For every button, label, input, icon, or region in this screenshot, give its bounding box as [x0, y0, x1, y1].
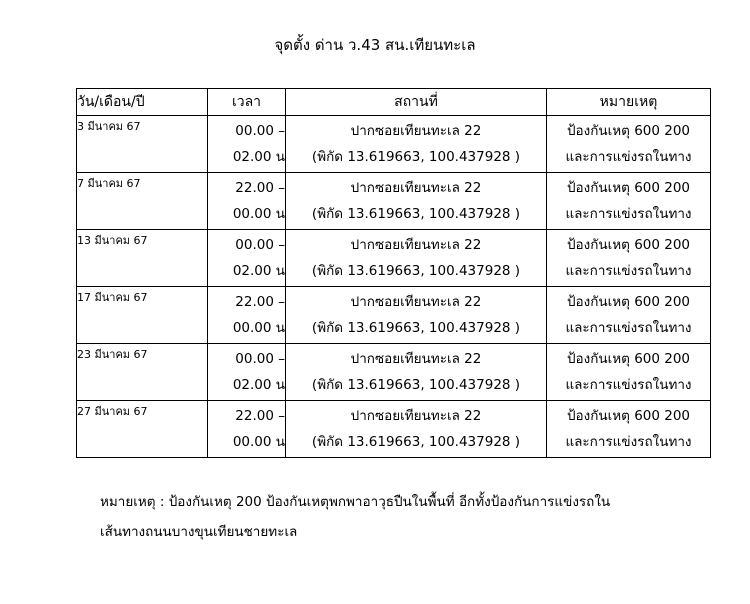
time-start: 00.00 – — [235, 237, 285, 253]
place-coordinates: (พิกัด 13.619663, 100.437928 ) — [311, 206, 521, 222]
remark-line-1: หมายเหตุ : ป้องกันเหตุ 200 ป้องกันเหตุพกพาอาวุธปืนในพื้นที่ อีกทั้งป้องกันการแข่งรถใน — [100, 494, 611, 510]
header-place: สถานที่ — [286, 89, 547, 116]
place-name: ปากซอยเทียนทะเล 22 — [350, 408, 482, 424]
note-cell — [547, 344, 711, 401]
time-cell — [208, 401, 286, 458]
table-row — [77, 116, 711, 173]
header-note: หมายเหตุ — [547, 89, 711, 116]
date-text: 27 มีนาคม 67 — [77, 405, 148, 418]
place-cell — [286, 230, 547, 287]
table-row — [77, 401, 711, 458]
place-name: ปากซอยเทียนทะเล 22 — [350, 237, 482, 253]
table-row — [77, 344, 711, 401]
table-header-row — [77, 89, 711, 116]
place-coordinates: (พิกัด 13.619663, 100.437928 ) — [311, 263, 521, 279]
note-line-1: ป้องกันเหตุ 600 200 — [566, 294, 691, 310]
place-name: ปากซอยเทียนทะเล 22 — [350, 180, 482, 196]
date-cell — [77, 401, 208, 458]
place-name: ปากซอยเทียนทะเล 22 — [350, 351, 482, 367]
note-cell — [547, 173, 711, 230]
note-line-1: ป้องกันเหตุ 600 200 — [566, 180, 691, 196]
note-line-2: และการแข่งรถในทาง — [565, 434, 692, 450]
time-end: 00.00 น — [232, 320, 285, 336]
time-start: 22.00 – — [235, 294, 285, 310]
table-row — [77, 230, 711, 287]
time-start: 00.00 – — [235, 123, 285, 139]
header-time: เวลา — [208, 89, 286, 116]
checkpoint-schedule-table — [76, 88, 711, 458]
note-line-1: ป้องกันเหตุ 600 200 — [566, 237, 691, 253]
note-line-2: และการแข่งรถในทาง — [565, 377, 692, 393]
note-cell — [547, 401, 711, 458]
time-end: 02.00 น — [232, 263, 285, 279]
note-cell — [547, 287, 711, 344]
note-line-2: และการแข่งรถในทาง — [565, 320, 692, 336]
place-coordinates: (พิกัด 13.619663, 100.437928 ) — [311, 320, 521, 336]
time-cell — [208, 173, 286, 230]
remark-paragraph — [100, 487, 720, 547]
date-cell — [77, 230, 208, 287]
time-start: 22.00 – — [235, 408, 285, 424]
date-cell — [77, 287, 208, 344]
date-cell — [77, 116, 208, 173]
time-end: 02.00 น — [232, 377, 285, 393]
note-line-1: ป้องกันเหตุ 600 200 — [566, 351, 691, 367]
table-row — [77, 173, 711, 230]
place-cell — [286, 173, 547, 230]
note-line-1: ป้องกันเหตุ 600 200 — [566, 123, 691, 139]
place-coordinates: (พิกัด 13.619663, 100.437928 ) — [311, 434, 521, 450]
place-name: ปากซอยเทียนทะเล 22 — [350, 294, 482, 310]
date-text: 7 มีนาคม 67 — [77, 177, 141, 190]
time-end: 00.00 น — [232, 206, 285, 222]
time-start: 00.00 – — [235, 351, 285, 367]
note-line-1: ป้องกันเหตุ 600 200 — [566, 408, 691, 424]
remark-line-2: เส้นทางถนนบางขุนเทียนชายทะเล — [100, 524, 298, 540]
time-cell — [208, 230, 286, 287]
time-cell — [208, 287, 286, 344]
time-cell — [208, 116, 286, 173]
place-cell — [286, 287, 547, 344]
place-cell — [286, 116, 547, 173]
place-cell — [286, 401, 547, 458]
place-name: ปากซอยเทียนทะเล 22 — [350, 123, 482, 139]
date-text: 17 มีนาคม 67 — [77, 291, 148, 304]
table-row — [77, 287, 711, 344]
header-date: วัน/เดือน/ปี — [77, 89, 208, 116]
date-text: 13 มีนาคม 67 — [77, 234, 148, 247]
time-end: 00.00 น — [232, 434, 285, 450]
note-cell — [547, 230, 711, 287]
place-cell — [286, 344, 547, 401]
note-line-2: และการแข่งรถในทาง — [565, 149, 692, 165]
time-cell — [208, 344, 286, 401]
time-end: 02.00 น — [232, 149, 285, 165]
time-start: 22.00 – — [235, 180, 285, 196]
date-cell — [77, 173, 208, 230]
place-coordinates: (พิกัด 13.619663, 100.437928 ) — [311, 377, 521, 393]
note-line-2: และการแข่งรถในทาง — [565, 263, 692, 279]
note-line-2: และการแข่งรถในทาง — [565, 206, 692, 222]
date-text: 23 มีนาคม 67 — [77, 348, 148, 361]
date-cell — [77, 344, 208, 401]
document-title: จุดตั้ง ด่าน ว.43 สน.เทียนทะเล — [274, 36, 476, 54]
date-text: 3 มีนาคม 67 — [77, 120, 141, 133]
place-coordinates: (พิกัด 13.619663, 100.437928 ) — [311, 149, 521, 165]
note-cell — [547, 116, 711, 173]
